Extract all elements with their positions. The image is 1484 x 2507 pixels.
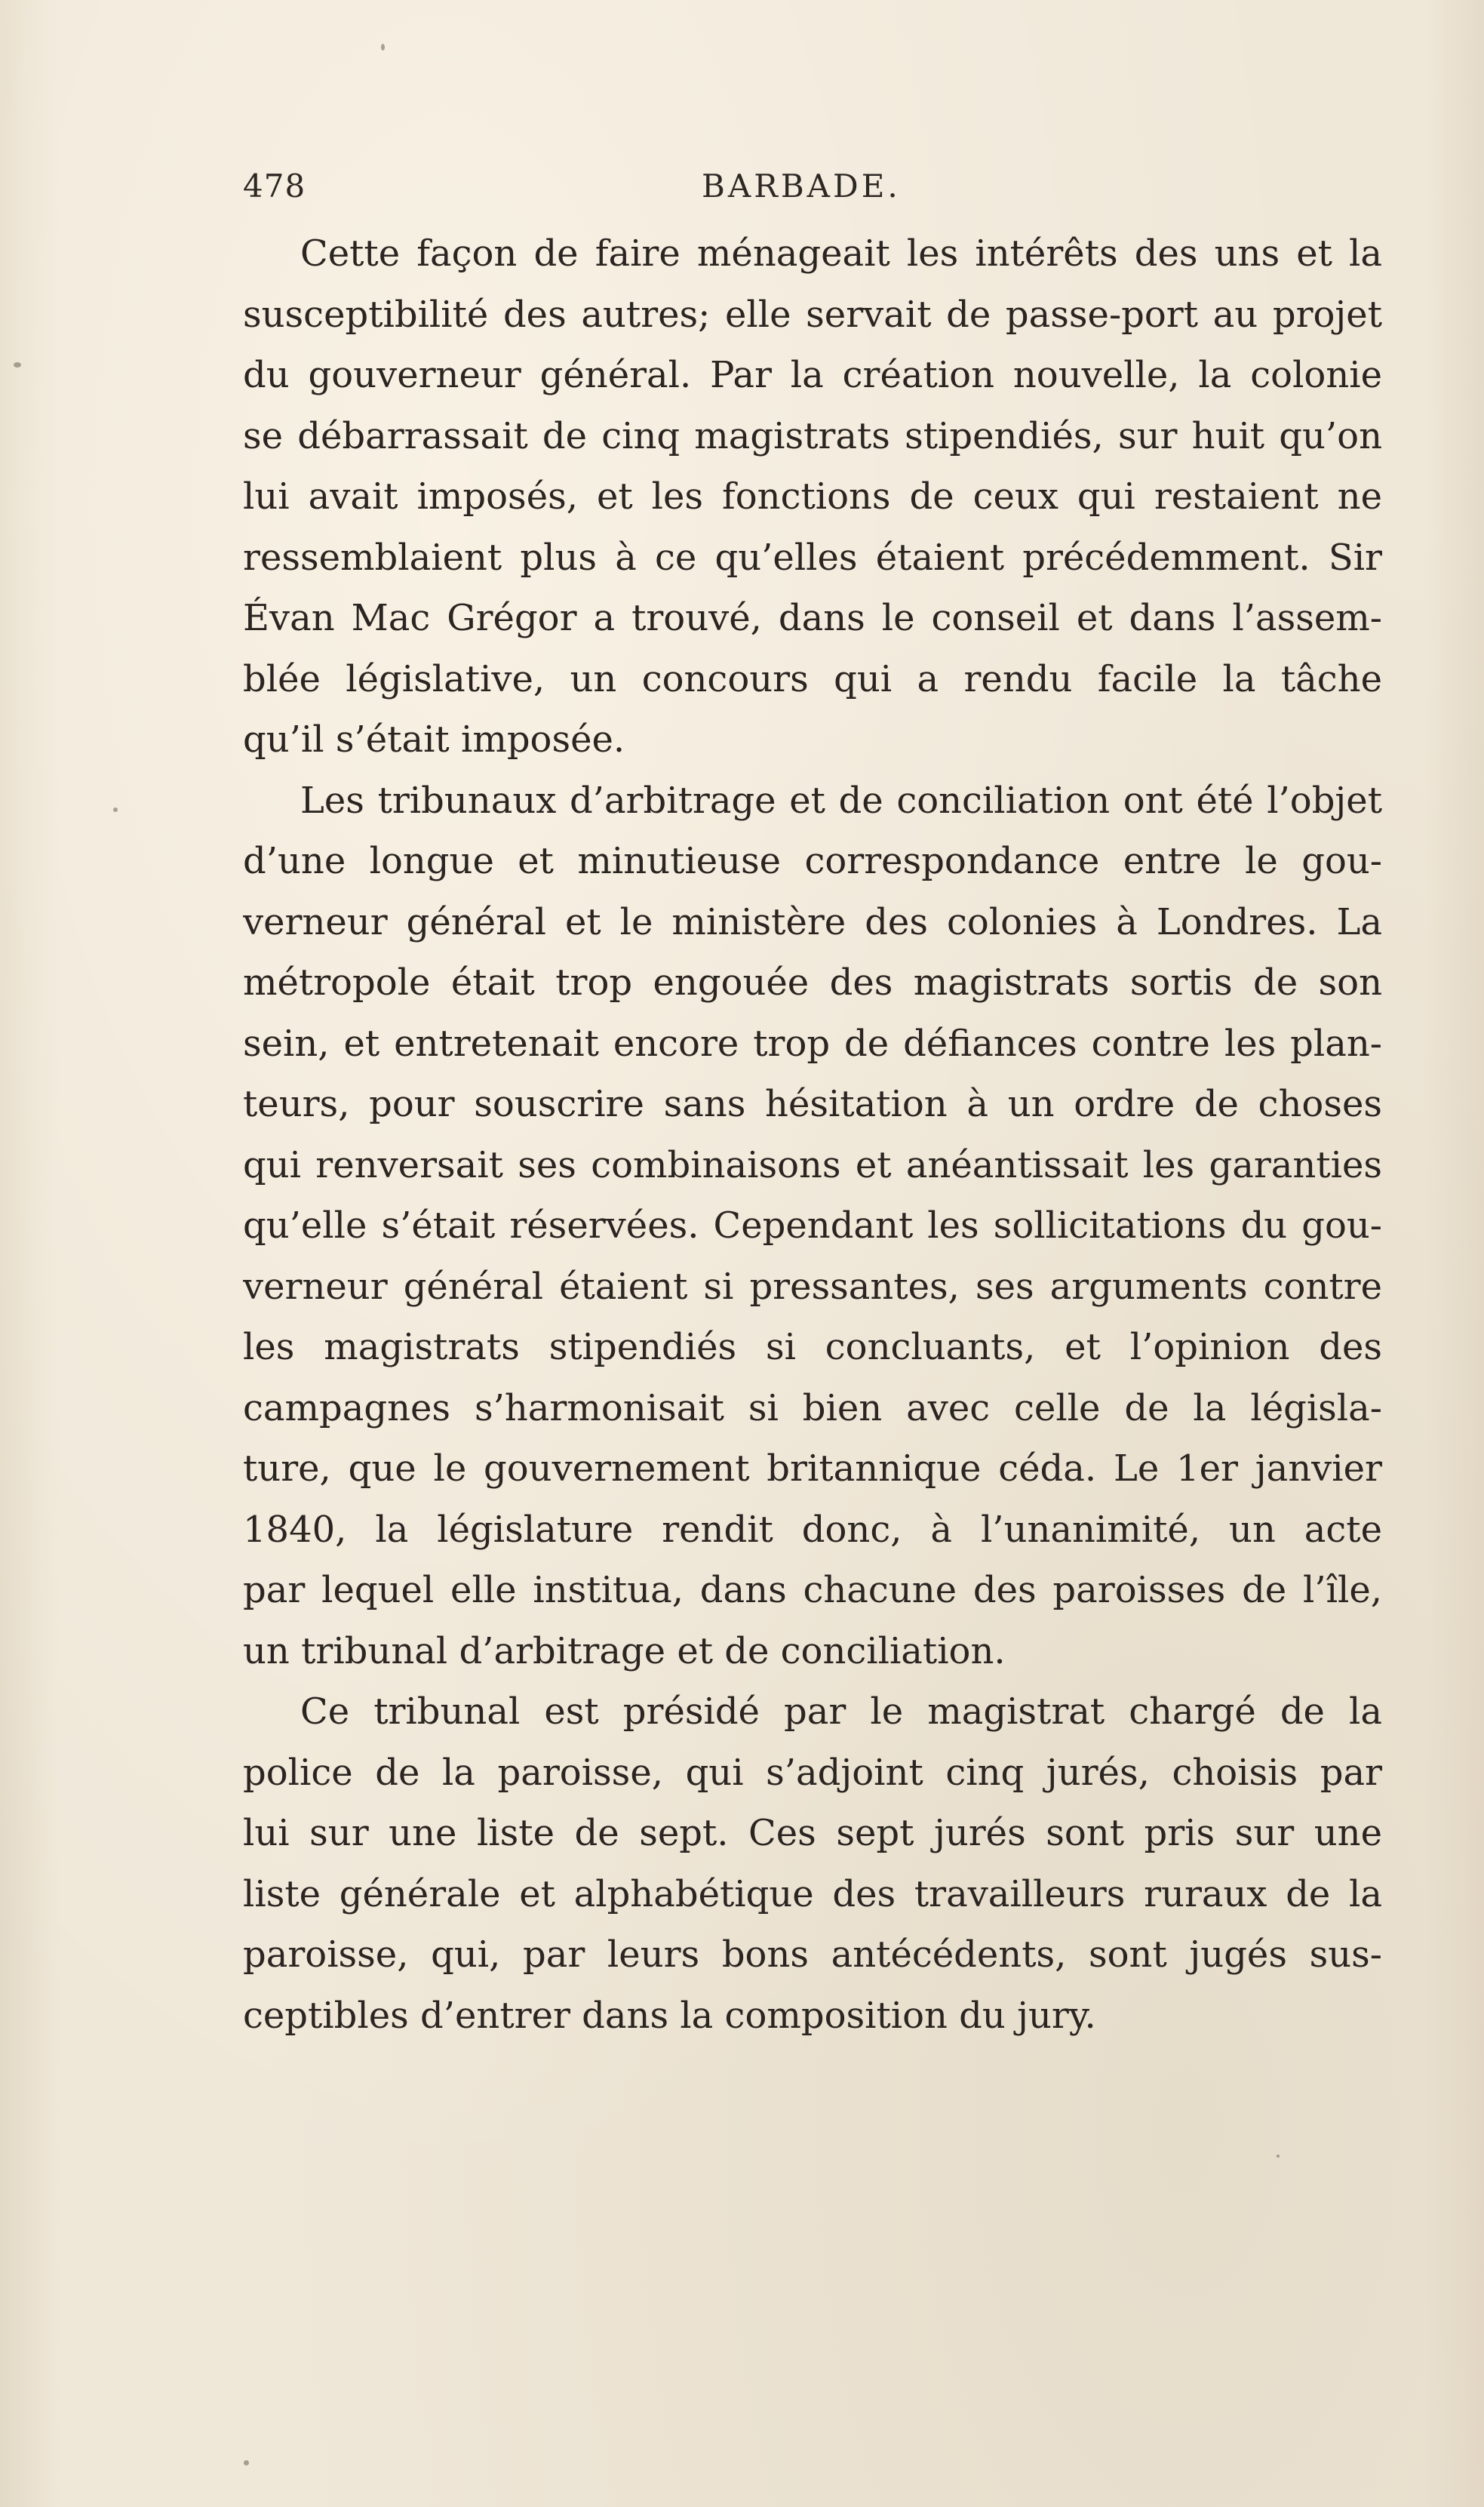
text-line: ture, que le gouvernement britannique céda. Le 1er janvier — [243, 1447, 1382, 1490]
text-line: par lequel elle institua, dans chacune des paroisses de l’île, — [243, 1569, 1382, 1611]
paper-speck — [14, 362, 21, 368]
paragraph — [243, 1681, 1382, 2046]
text-line: ceptibles d’entrer dans la composition du jury. — [243, 1994, 1096, 2037]
text-line: police de la paroisse, qui s’adjoint cinq jurés, choisis par — [243, 1751, 1382, 1794]
paper-speck — [381, 44, 385, 51]
text-line: sein, et entretenait encore trop de défiances contre les plan- — [243, 1022, 1382, 1065]
paragraph — [243, 771, 1382, 1682]
text-line: d’une longue et minutieuse correspondance entre le gou- — [243, 840, 1382, 882]
text-line: liste générale et alphabétique des travailleurs ruraux de la — [243, 1872, 1382, 1915]
text-line: se débarrassait de cinq magistrats stipendiés, sur huit qu’on — [243, 414, 1382, 457]
text-line: campagnes s’harmonisait si bien avec celle de la législa- — [243, 1386, 1382, 1429]
text-line: ressemblaient plus à ce qu’elles étaient précédemment. Sir — [243, 536, 1382, 579]
text-line: les magistrats stipendiés si concluants, et l’opinion des — [243, 1326, 1382, 1368]
text-line: blée législative, un concours qui a rendu facile la tâche — [243, 657, 1382, 700]
text-line: qu’il s’était imposée. — [243, 718, 625, 761]
text-line: du gouverneur général. Par la création nouvelle, la colonie — [243, 354, 1382, 396]
text-line: teurs, pour souscrire sans hésitation à un ordre de choses — [243, 1083, 1382, 1125]
text-line: susceptibilité des autres; elle servait de passe-port au projet — [243, 293, 1382, 336]
text-line: verneur général étaient si pressantes, ses arguments contre — [243, 1265, 1382, 1308]
text-line: qu’elle s’était réservées. Cependant les sollicitations du gou- — [243, 1204, 1382, 1247]
text-line: qui renversait ses combinaisons et anéantissait les garanties — [243, 1143, 1382, 1186]
text-line: Cette façon de faire ménageait les intérêts des uns et la — [300, 232, 1382, 275]
text-line: paroisse, qui, par leurs bons antécédents, sont jugés sus- — [243, 1933, 1382, 1976]
text-line: Évan Mac Grégor a trouvé, dans le conseil et dans l’assem- — [243, 597, 1382, 639]
body-text — [243, 223, 1382, 2046]
text-line: métropole était trop engouée des magistrats sortis de son — [243, 961, 1382, 1004]
text-line: un tribunal d’arbitrage et de conciliation. — [243, 1629, 1006, 1672]
paper-speck — [1277, 2155, 1280, 2158]
paper-speck — [244, 2460, 249, 2465]
text-line: 1840, la législature rendit donc, à l’unanimité, un acte — [243, 1508, 1382, 1551]
text-line: Les tribunaux d’arbitrage et de conciliation ont été l’objet — [300, 779, 1382, 822]
paper-speck — [113, 807, 118, 812]
text-line: Ce tribunal est présidé par le magistrat chargé de la — [300, 1690, 1382, 1733]
running-head: BARBADE. — [702, 168, 901, 205]
text-line: lui sur une liste de sept. Ces sept jurés sont pris sur une — [243, 1812, 1382, 1854]
paragraph — [243, 223, 1382, 771]
text-line: lui avait imposés, et les fonctions de ceux qui restaient ne — [243, 475, 1382, 518]
text-line: verneur général et le ministère des colonies à Londres. La — [243, 900, 1382, 943]
page-header — [243, 168, 1375, 213]
page-number: 478 — [243, 168, 306, 205]
